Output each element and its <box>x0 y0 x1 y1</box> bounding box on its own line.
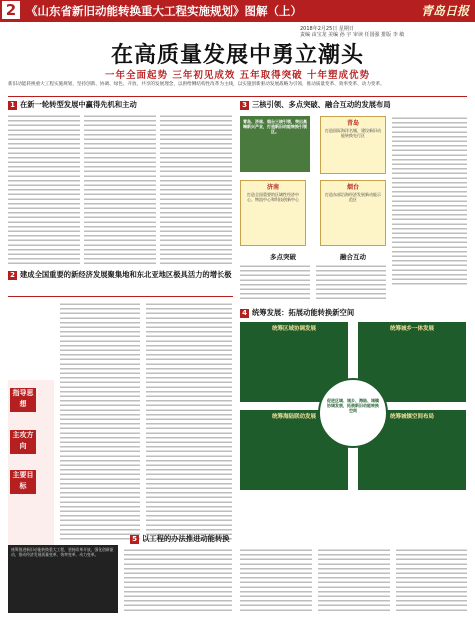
section-number: 1 <box>8 101 17 110</box>
box-sea-title: 统筹海陆联动发展 <box>271 414 316 420</box>
section-number: 3 <box>240 101 249 110</box>
editor-credits: 责编 由宝龙 美编 孙 宇 审读 任国强 排版 李 敏 <box>300 32 405 38</box>
masthead-title: 《山东省新旧动能转换重大工程实施规划》图解（上） <box>26 4 302 18</box>
section-2-body-col2 <box>146 302 232 542</box>
fusion-title: 融合互动 <box>340 253 366 261</box>
section-1-body-col3 <box>160 114 232 264</box>
section-number: 2 <box>8 271 17 280</box>
section-3-body-right <box>392 116 467 286</box>
section-1-body-col1 <box>8 114 80 264</box>
divider <box>8 96 467 97</box>
box-urban-title: 统筹城乡一体发展 <box>389 326 434 332</box>
divider <box>8 296 233 297</box>
section-5-heading <box>130 534 230 544</box>
lead-paragraph: 新旧动能转换重大工程实施规划，坚持创新、协调、绿色、开放、共享的发展理念，以供给侧结构性改革为主线，以实施创新驱动发展战略为引领，推动质量变革、效率变革、动力变革。 <box>8 82 385 87</box>
jinan-box <box>240 180 306 246</box>
jinan-title: 济南 <box>266 184 279 191</box>
qingdao-title: 青岛 <box>346 120 359 127</box>
section-5-body-col1 <box>240 548 312 612</box>
qingdao-text: 打造国际海洋名城，建设新旧动能转换先行区 <box>325 128 381 138</box>
masthead-band <box>0 0 475 22</box>
section-2-body-col1 <box>60 302 140 542</box>
section-title: 在新一轮转型发展中赢得先机和主动 <box>20 100 137 109</box>
section-2-heading <box>8 270 235 280</box>
qingdao-box <box>320 116 386 174</box>
section-number: 5 <box>130 535 139 544</box>
jinan-text: 打造全国重要的区域性经济中心、物流中心和科技创新中心 <box>247 192 299 202</box>
headline: 在高质量发展中勇立潮头 <box>110 43 364 68</box>
section-2-dark-box: 统筹推进新旧动能转换重大工程，坚持改革开放，强化创新驱动，推动经济发展质量变革、效率变革、动力变革。 <box>8 545 118 613</box>
yantai-title: 烟台 <box>346 184 359 191</box>
section-4-heading <box>240 308 354 318</box>
tag-goal: 主攻方向 <box>10 430 36 454</box>
core-text-box: 青岛、济南、烟台三核引领，突出高端新兴产业，打造新旧动能转换引领区。 <box>240 116 310 172</box>
section-5-body-col2 <box>318 548 390 612</box>
newspaper-logo: 青岛日报 <box>420 4 469 18</box>
fusion-text <box>316 264 386 300</box>
section-title: 三核引领、多点突破、融合互动的发展布局 <box>252 100 391 109</box>
box-region-title: 统筹区域协调发展 <box>271 326 316 332</box>
publish-date: 2018年2月25日 星期日 <box>300 26 354 32</box>
page-number: 2 <box>2 1 20 19</box>
subheadline: 一年全面起势 三年初见成效 五年取得突破 十年塑成优势 <box>105 70 370 81</box>
section-5-body-col3 <box>396 548 467 612</box>
multi-point-title: 多点突破 <box>270 253 296 261</box>
box-layout-title: 统筹城镇空间布局 <box>389 414 434 420</box>
section-title: 建成全国重要的新经济发展聚集地和东北亚地区极具活力的增长极 <box>20 270 232 279</box>
yantai-text: 打造东部沿海经济发展新动能示范区 <box>325 192 381 202</box>
section-1-body-col2 <box>84 114 156 264</box>
section-title: 以工程的办法推进动能转换 <box>142 534 230 543</box>
tag-target: 主要目标 <box>10 470 36 494</box>
section-2-body-col3 <box>124 548 232 612</box>
multi-point-text <box>240 264 310 300</box>
tag-guide: 指导思想 <box>10 388 36 412</box>
section-number: 4 <box>240 309 249 318</box>
section-1-heading <box>8 100 137 110</box>
section-title: 统筹发展：拓展动能转换新空间 <box>252 308 355 317</box>
center-circle-text: 促进区域、城乡、海陆、城镇协调发展，拓展新旧动能转换空间 <box>327 398 379 413</box>
yantai-box <box>320 180 386 246</box>
section-3-heading <box>240 100 391 110</box>
